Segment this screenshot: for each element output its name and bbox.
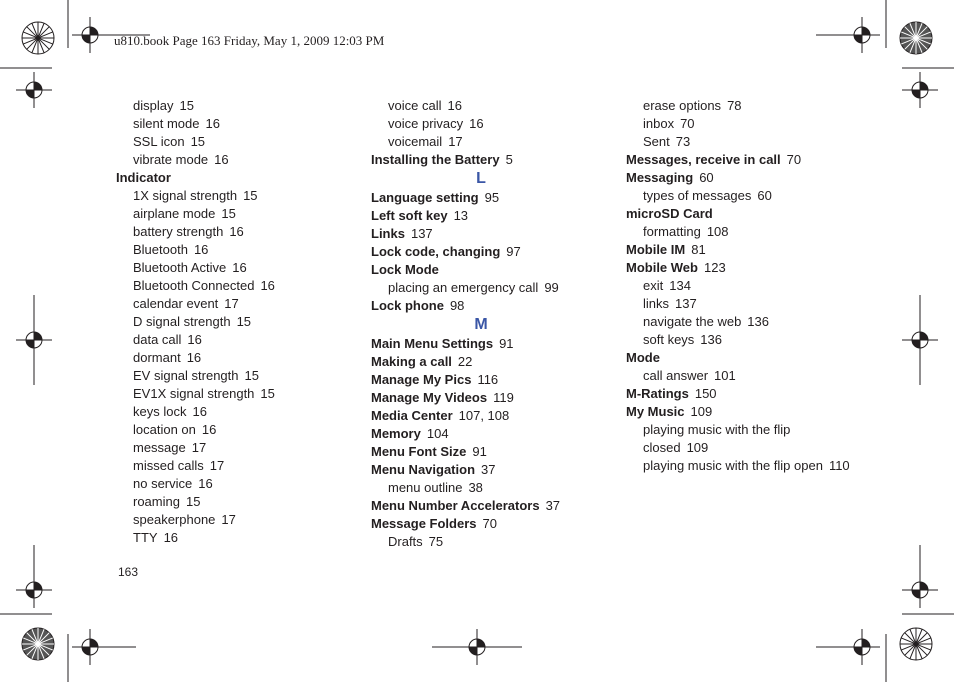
- index-subentry: [116, 493, 366, 511]
- index-subentry: [116, 349, 366, 367]
- index-term: Lock Mode: [371, 262, 439, 277]
- index-term: SSL icon: [133, 134, 185, 149]
- index-term: Lock code, changing: [371, 244, 501, 259]
- index-page-ref: 16: [229, 224, 244, 239]
- index-subentry: [626, 115, 876, 133]
- index-entry: [626, 349, 876, 367]
- index-term: display: [133, 98, 174, 113]
- index-term: keys lock: [133, 404, 187, 419]
- index-entry: [371, 389, 621, 407]
- index-term: location on: [133, 422, 196, 437]
- index-term: playing music with the flip open: [643, 458, 823, 473]
- index-subentry: [116, 151, 366, 169]
- index-term: Messages, receive in call: [626, 152, 781, 167]
- index-page-ref: 73: [675, 134, 691, 149]
- index-term: Mobile IM: [626, 242, 686, 257]
- index-page-ref: 91: [472, 444, 487, 459]
- index-page-ref: 95: [484, 190, 500, 205]
- index-subentry: [626, 313, 876, 331]
- index-page-ref: 134: [669, 278, 691, 293]
- index-term: soft keys: [643, 332, 695, 347]
- index-term: Mobile Web: [626, 260, 698, 275]
- index-subentry: [116, 223, 366, 241]
- index-page-ref: 15: [185, 494, 201, 509]
- index-term: dormant: [133, 350, 181, 365]
- index-term: Language setting: [371, 190, 479, 205]
- index-page-ref: 16: [447, 98, 462, 113]
- index-page-ref: 98: [449, 298, 465, 313]
- index-page-ref: 108: [706, 224, 729, 239]
- index-page-ref: 75: [428, 534, 444, 549]
- index-subentry: [116, 313, 366, 331]
- index-term: Messaging: [626, 170, 694, 185]
- index-term: call answer: [643, 368, 709, 383]
- index-page-ref: 16: [201, 422, 217, 437]
- index-page-ref: 17: [224, 296, 239, 311]
- index-column-3: [626, 97, 876, 475]
- index-term: Indicator: [116, 170, 171, 185]
- index-page-ref: 16: [192, 404, 207, 419]
- index-term: Bluetooth: [133, 242, 188, 257]
- index-page-ref: 70: [786, 152, 802, 167]
- starburst-icon-top-left: [22, 22, 54, 54]
- index-entry: [371, 189, 621, 207]
- index-entry: [371, 225, 621, 243]
- index-term: Memory: [371, 426, 421, 441]
- index-page-ref: 16: [163, 530, 179, 545]
- index-term: playing music with the flip: [643, 422, 791, 437]
- index-entry: [371, 243, 621, 261]
- index-page-ref: 16: [198, 476, 213, 491]
- index-page-ref: 17: [209, 458, 225, 473]
- index-subentry: [626, 133, 876, 151]
- index-term: silent mode: [133, 116, 200, 131]
- index-subentry: [626, 367, 876, 385]
- index-subentry: [116, 457, 366, 475]
- index-page-ref: 38: [468, 480, 483, 495]
- index-page-ref: 15: [190, 134, 206, 149]
- index-term: speakerphone: [133, 512, 216, 527]
- index-subentry: [371, 97, 621, 115]
- index-page-ref: 13: [453, 208, 469, 223]
- index-term: links: [643, 296, 670, 311]
- index-page-ref: 110: [828, 458, 850, 473]
- index-entry: [626, 403, 876, 421]
- index-page-ref: 37: [481, 462, 496, 477]
- index-page-ref: 15: [244, 368, 259, 383]
- index-term: data call: [133, 332, 182, 347]
- index-subentry: [116, 331, 366, 349]
- index-entry: [626, 259, 876, 277]
- index-entry: [626, 385, 876, 403]
- index-entry: [116, 169, 366, 187]
- index-entry: [371, 443, 621, 461]
- index-page-ref: 15: [243, 188, 258, 203]
- index-term: roaming: [133, 494, 180, 509]
- index-entry: [626, 151, 876, 169]
- index-subentry: [626, 277, 876, 295]
- index-page-ref: 137: [675, 296, 697, 311]
- index-term: voice call: [388, 98, 442, 113]
- index-page-ref: 78: [727, 98, 742, 113]
- index-entry: [371, 151, 621, 169]
- index-subentry: [626, 331, 876, 349]
- index-term: closed: [643, 440, 681, 455]
- index-term: Message Folders: [371, 516, 477, 531]
- index-page-ref: 81: [691, 242, 706, 257]
- index-term: Menu Font Size: [371, 444, 467, 459]
- index-term: Media Center: [371, 408, 453, 423]
- index-term: Sent: [643, 134, 670, 149]
- index-page-ref: 16: [232, 260, 247, 275]
- index-term: airplane mode: [133, 206, 216, 221]
- index-page-ref: 137: [410, 226, 433, 241]
- index-page-ref: 17: [191, 440, 207, 455]
- index-subentry: [116, 385, 366, 403]
- page-number: 163: [118, 565, 139, 579]
- index-subentry: [116, 133, 366, 151]
- index-term: calendar event: [133, 296, 219, 311]
- index-term: voicemail: [388, 134, 443, 149]
- index-page-ref: 70: [680, 116, 695, 131]
- index-term: M-Ratings: [626, 386, 689, 401]
- index-page-ref: 15: [260, 386, 275, 401]
- index-subentry: [371, 279, 621, 297]
- index-page-ref: 101: [714, 368, 736, 383]
- index-term: Installing the Battery: [371, 152, 500, 167]
- index-page-ref: 17: [448, 134, 463, 149]
- index-subentry: [116, 187, 366, 205]
- index-entry: [371, 207, 621, 225]
- index-term: Manage My Videos: [371, 390, 488, 405]
- index-page-ref: 123: [703, 260, 726, 275]
- index-page-ref: 91: [499, 336, 514, 351]
- index-term: Bluetooth Active: [133, 260, 227, 275]
- index-page-ref: 136: [700, 332, 722, 347]
- index-subentry: [116, 475, 366, 493]
- index-subentry: [116, 97, 366, 115]
- index-term: erase options: [643, 98, 722, 113]
- index-term: formatting: [643, 224, 701, 239]
- index-page-ref: 109: [690, 404, 713, 419]
- index-term: placing an emergency call: [388, 280, 539, 295]
- starburst-icon-top-right: [900, 22, 932, 54]
- index-page-ref: 99: [544, 280, 559, 295]
- index-term: 1X signal strength: [133, 188, 238, 203]
- index-term: voice privacy: [388, 116, 464, 131]
- index-subentry: [116, 511, 366, 529]
- index-letter-heading: L: [476, 170, 486, 187]
- index-page-ref: 97: [506, 244, 521, 259]
- index-term: Main Menu Settings: [371, 336, 494, 351]
- index-subentry: [116, 439, 366, 457]
- index-subentry: [626, 97, 876, 115]
- index-entry: [371, 407, 621, 425]
- index-term: microSD Card: [626, 206, 713, 221]
- index-page-ref: 15: [221, 206, 236, 221]
- index-subentry: [371, 115, 621, 133]
- index-term: navigate the web: [643, 314, 742, 329]
- index-page-ref: 16: [193, 242, 209, 257]
- index-term: D signal strength: [133, 314, 231, 329]
- index-entry: [371, 497, 621, 515]
- index-term: Drafts: [388, 534, 423, 549]
- index-subentry: [371, 133, 621, 151]
- index-entry: [626, 241, 876, 259]
- index-page-ref: 60: [699, 170, 714, 185]
- index-term: Left soft key: [371, 208, 448, 223]
- index-entry: [371, 461, 621, 479]
- index-subentry: [626, 295, 876, 313]
- index-term: Lock phone: [371, 298, 444, 313]
- print-slug-header: u810.book Page 163 Friday, May 1, 2009 12:03 PM: [114, 33, 385, 48]
- index-term: exit: [643, 278, 664, 293]
- index-entry: [371, 371, 621, 389]
- index-term: Bluetooth Connected: [133, 278, 255, 293]
- index-term: EV1X signal strength: [133, 386, 255, 401]
- index-subentry: [116, 205, 366, 223]
- index-page-ref: 16: [187, 332, 202, 347]
- index-subentry: [116, 403, 366, 421]
- index-entry: [371, 335, 621, 353]
- index-subentry: [626, 421, 876, 439]
- index-page-ref: 22: [457, 354, 473, 369]
- index-subentry: [626, 187, 876, 205]
- index-page-ref: 16: [214, 152, 229, 167]
- index-term: missed calls: [133, 458, 204, 473]
- index-column-2: [371, 97, 621, 551]
- index-page-ref: 119: [493, 390, 514, 405]
- index-term: Mode: [626, 350, 660, 365]
- index-term: EV signal strength: [133, 368, 239, 383]
- index-subentry: [116, 259, 366, 277]
- index-column-1: [116, 97, 366, 547]
- index-term: Making a call: [371, 354, 452, 369]
- index-page-ref: 16: [260, 278, 275, 293]
- index-term: TTY: [133, 530, 158, 545]
- index-entry: [371, 515, 621, 533]
- index-page-ref: 150: [694, 386, 717, 401]
- index-page-ref: 5: [505, 152, 513, 167]
- index-subentry: [116, 241, 366, 259]
- index-term: Menu Number Accelerators: [371, 498, 540, 513]
- index-page-ref: 116: [477, 372, 499, 387]
- index-entry: [626, 169, 876, 187]
- index-subentry: [626, 439, 876, 457]
- starburst-icon-bottom-left: [22, 628, 54, 660]
- index-page-ref: 15: [179, 98, 194, 113]
- index-entry: [371, 425, 621, 443]
- index-term: Manage My Pics: [371, 372, 472, 387]
- index-subentry: [116, 367, 366, 385]
- index-term: vibrate mode: [133, 152, 209, 167]
- index-subentry: [116, 421, 366, 439]
- index-entry: [371, 261, 621, 279]
- index-subentry: [371, 479, 621, 497]
- index-term: My Music: [626, 404, 685, 419]
- starburst-icon-bottom-right: [900, 628, 932, 660]
- index-page-ref: 104: [426, 426, 449, 441]
- index-subentry: [116, 115, 366, 133]
- index-page-ref: 136: [747, 314, 769, 329]
- index-term: menu outline: [388, 480, 463, 495]
- index-page-ref: 16: [205, 116, 220, 131]
- index-subentry: [626, 223, 876, 241]
- index-term: inbox: [643, 116, 675, 131]
- index-term: message: [133, 440, 186, 455]
- index-page-ref: 37: [545, 498, 561, 513]
- index-subentry: [116, 277, 366, 295]
- index-page-ref: 16: [186, 350, 202, 365]
- index-term: no service: [133, 476, 193, 491]
- index-entry: [626, 205, 876, 223]
- index-entry: [371, 353, 621, 371]
- index-term: types of messages: [643, 188, 752, 203]
- index-term: battery strength: [133, 224, 224, 239]
- index-page-ref: 16: [469, 116, 484, 131]
- index-subentry: [116, 529, 366, 547]
- index-subentry: [371, 533, 621, 551]
- index-page-ref: 15: [236, 314, 252, 329]
- index-term: Menu Navigation: [371, 462, 476, 477]
- index-letter-heading: M: [474, 316, 488, 333]
- index-subentry: [116, 295, 366, 313]
- index-entry: [371, 297, 621, 315]
- index-page-ref: 17: [221, 512, 236, 527]
- index-term: Links: [371, 226, 405, 241]
- index-page-ref: 60: [757, 188, 772, 203]
- index-page-ref: 70: [482, 516, 497, 531]
- index-page-ref: 109: [686, 440, 709, 455]
- index-subentry: [626, 457, 876, 475]
- index-page-ref: 107, 108: [458, 408, 510, 423]
